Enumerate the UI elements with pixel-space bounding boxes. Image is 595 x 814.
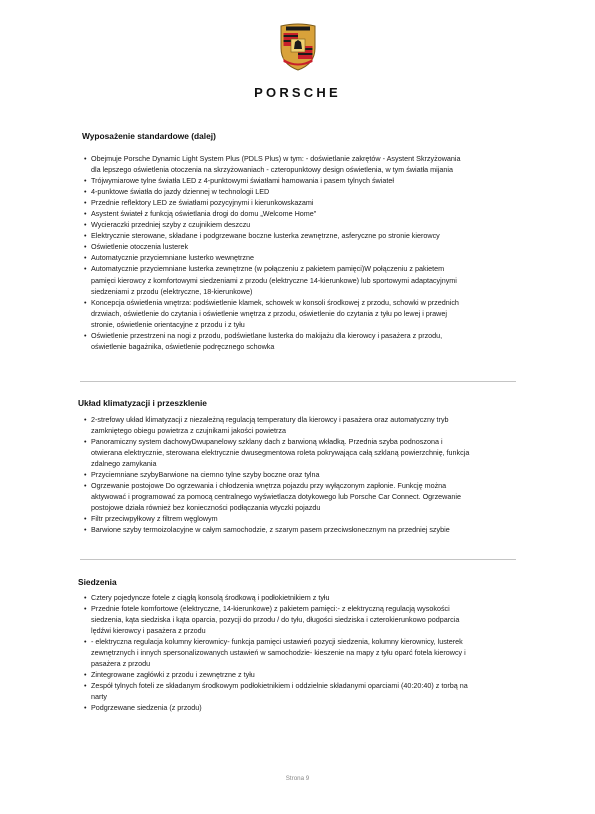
- list-item: [91, 636, 595, 669]
- list-item-line: • Koncepcja oświetlenia wnętrza: podświetlenie klamek, schowek w konsoli środkowej z przodu, schowki w przednich: [91, 297, 459, 307]
- list-item: [91, 153, 595, 175]
- section-divider: [80, 559, 516, 560]
- list-item-line: lędźwi kierowcy i pasażera z przodu: [91, 626, 206, 636]
- page-number: Strona 9: [285, 775, 310, 782]
- list-item-line: • Zespół tylnych foteli ze składanym środkowym podłokietnikiem i oddzielnie składanymi oparciami (40:20:40) z torbą na: [91, 681, 468, 691]
- list-item: [91, 241, 595, 252]
- list-item-line: • - elektryczna regulacja kolumny kierownicy- funkcja pamięci ustawień pozycji siedzenia, kolumny kierownicy, lusterek: [91, 637, 463, 647]
- list-item-line: • Podgrzewane siedzenia (z przodu): [91, 703, 202, 713]
- list-item: [91, 513, 595, 524]
- brand-wordmark: PORSCHE: [254, 85, 341, 100]
- section-climate-glazing: [0, 398, 595, 536]
- list-item: [91, 469, 595, 480]
- list-item-line: • Cztery pojedyncze fotele z ciągłą konsolą środkową i podłokietnikiem z tyłu: [91, 593, 330, 602]
- list-item: [91, 524, 595, 535]
- porsche-crest-icon: [278, 22, 318, 72]
- item-list: [91, 414, 595, 536]
- list-item-line: • Wycieraczki przedniej szyby z czujnikiem deszczu: [91, 220, 251, 230]
- list-item: [91, 186, 595, 197]
- list-item: [91, 252, 595, 263]
- list-item-line: • 2-strefowy układ klimatyzacji z niezależną regulacją temperatury dla kierowcy i pasażera oraz automatyczny tryb: [91, 415, 449, 424]
- section-standard-equipment: [0, 131, 595, 352]
- list-item-line: stronie, oświetlenie orientacyjne z przodu i z tyłu: [91, 319, 245, 329]
- list-item: [91, 603, 595, 636]
- list-item: [91, 592, 595, 603]
- list-item-line: • Obejmuje Porsche Dynamic Light System Plus (PDLS Plus) w tym: - doświetlanie zakrętów - Asystent Skrzyżowania: [91, 154, 461, 163]
- list-item-line: • Filtr przeciwpyłkowy z filtrem węglowym: [91, 514, 218, 524]
- section-title: Wyposażenie standardowe (dalej): [82, 131, 216, 141]
- section-seats: [0, 577, 595, 714]
- list-item: [91, 297, 595, 330]
- list-item-line: • Elektrycznie sterowane, składane i podgrzewane boczne lusterka zewnętrzne, asferyczne po stronie kierowcy: [91, 231, 440, 241]
- list-item-line: dla lepszego oświetlenia otoczenia na skrzyżowaniach - czteropunktowy design oświetlenia, w tym światła mijania: [91, 165, 453, 175]
- list-item-line: pamięci kierowcy z komfortowymi siedzeniami z przodu (elektryczne 14-kierunkowe) lub sportowymi adaptacyjnymi: [91, 275, 457, 285]
- page-header: [0, 22, 595, 72]
- list-item: [91, 414, 595, 436]
- list-item: [91, 436, 595, 469]
- list-item-line: postojowe działa również bez konieczności podłączania wtyczki pojazdu: [91, 503, 321, 513]
- list-item-line: aktywować i programować za pomocą centralnego wyświetlacza dotykowego lub Porsche Car Connect. Ogrzewanie: [91, 492, 461, 502]
- list-item-line: • 4-punktowe światła do jazdy dziennej w technologii LED: [91, 187, 270, 197]
- item-list: [91, 153, 595, 352]
- list-item: [91, 197, 595, 208]
- list-item: [91, 175, 595, 186]
- list-item-line: • Automatycznie przyciemniane lusterka zewnętrzne (w połączeniu z pakietem pamięci)W połączeniu z pakietem: [91, 264, 445, 274]
- list-item-line: siedzeniami z przodu (elektryczne, 18-kierunkowe): [91, 286, 253, 296]
- list-item-line: • Zintegrowane zagłówki z przodu i zewnętrzne z tyłu: [91, 670, 255, 680]
- list-item-line: • Przyciemniane szybyBarwione na ciemno tylne szyby boczne oraz tylna: [91, 470, 320, 480]
- list-item-line: zamkniętego obiegu powietrza z czujnikami jakości powietrza: [91, 426, 286, 436]
- list-item-line: • Panoramiczny system dachowyDwupanelowy szklany dach z barwioną wkładką. Przednia szyba podnoszona i: [91, 437, 443, 447]
- list-item-line: pasażera z przodu: [91, 659, 151, 669]
- list-item-line: • Ogrzewanie postojowe Do ogrzewania i chłodzenia wnętrza pojazdu przy wyłączonym zapłonie. Funkcję można: [91, 481, 447, 491]
- list-item: [91, 219, 595, 230]
- list-item-line: • Przednie fotele komfortowe (elektryczne, 14-kierunkowe) z pakietem pamięci:- z elektryczną regulacją wysokości: [91, 604, 450, 614]
- list-item-line: • Oświetlenie otoczenia lusterek: [91, 242, 189, 252]
- list-item-line: • Oświetlenie przestrzeni na nogi z przodu, podświetlane lusterka do makijażu dla kierowcy i pasażera z przodu,: [91, 330, 443, 340]
- list-item-line: • Przednie reflektory LED ze światłami pozycyjnymi i kierunkowskazami: [91, 198, 314, 208]
- list-item: [91, 230, 595, 241]
- list-item-line: • Trójwymiarowe tylne światła LED z 4-punktowymi światłami hamowania i pasem tylnych świateł: [91, 176, 394, 186]
- list-item: [91, 680, 595, 702]
- list-item-line: oświetlenie bagażnika, oświetlenie podręcznego schowka: [91, 341, 275, 351]
- list-item: [91, 702, 595, 713]
- list-item-line: zewnętrznych i innych spersonalizowanych ustawień w samochodzie- kieszenie na mapy z tyłu oparć fotela kierowcy i: [91, 648, 466, 658]
- list-item-line: zdalnego zamykania: [91, 459, 157, 469]
- list-item-line: • Asystent świateł z funkcją oświetlania drogi do domu „Welcome Home": [91, 209, 317, 219]
- list-item-line: • Barwione szyby termoizolacyjne w całym samochodzie, z szarym pasem przeciwsłonecznym na przedniej szybie: [91, 525, 450, 535]
- list-item-line: narty: [91, 692, 107, 702]
- list-item-line: drzwiach, oświetlenie do czytania i oświetlenie wnętrza z przodu, oświetlenie do czytania z tyłu po lewej i prawej: [91, 308, 447, 318]
- list-item-line: • Automatycznie przyciemniane lusterko wewnętrzne: [91, 253, 254, 263]
- list-item: [91, 263, 595, 296]
- item-list: [91, 592, 595, 714]
- section-title: Układ klimatyzacji i przeszklenie: [78, 398, 207, 408]
- list-item: [91, 330, 595, 352]
- list-item: [91, 208, 595, 219]
- list-item: [91, 480, 595, 513]
- list-item: [91, 669, 595, 680]
- section-divider: [80, 381, 516, 382]
- section-title: Siedzenia: [78, 577, 117, 587]
- list-item-line: siedzenia, kąta siedziska i kąta oparcia, pozycji do przodu / do tyłu, długości siedziska i czterokierunkowo podparcia: [91, 615, 460, 625]
- list-item-line: otwierana elektrycznie, sterowana elektrycznie dwusegmentowa roleta pokrywająca całą szklaną powierzchnię, funkcja: [91, 448, 470, 458]
